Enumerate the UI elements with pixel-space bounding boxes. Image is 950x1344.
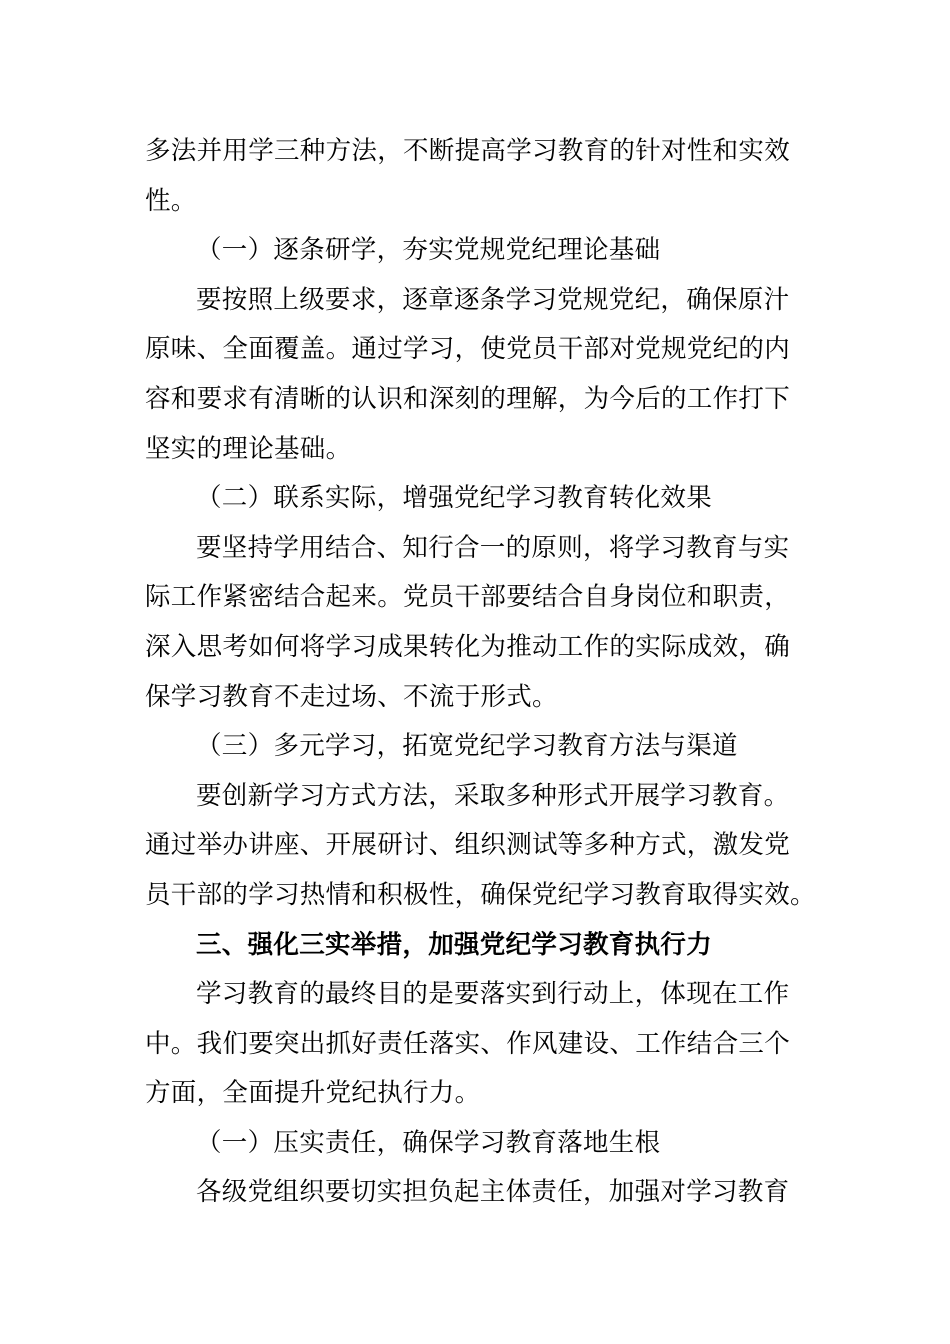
text-line: 性。 bbox=[145, 185, 197, 216]
text-line: 各级党组织要切实担负起主体责任，加强对学习教育 bbox=[196, 1177, 790, 1208]
text-line: 深入思考如何将学习成果转化为推动工作的实际成效，确 bbox=[145, 631, 791, 662]
text-line: 要坚持学用结合、知行合一的原则，将学习教育与实 bbox=[196, 532, 790, 563]
paragraph bbox=[145, 276, 810, 474]
document-body bbox=[145, 127, 816, 1218]
text-line: 员干部的学习热情和积极性，确保党纪学习教育取得实效。 bbox=[145, 879, 816, 910]
text-line: 学习教育的最终目的是要落实到行动上，体现在工作 bbox=[196, 979, 790, 1010]
text-line: 原味、全面覆盖。通过学习，使党员干部对党规党纪的内 bbox=[145, 334, 791, 365]
text-line: 中。我们要突出抓好责任落实、作风建设、工作结合三个 bbox=[145, 1028, 791, 1059]
text-line: 通过举办讲座、开展研讨、组织测试等多种方式，激发党 bbox=[145, 830, 791, 861]
subsection-heading: （一）压实责任，确保学习教育落地生根 bbox=[196, 1127, 661, 1158]
paragraph bbox=[145, 772, 816, 921]
subsection-heading: （三）多元学习，拓宽党纪学习教育方法与渠道 bbox=[196, 731, 738, 762]
paragraph bbox=[145, 970, 810, 1119]
paragraph bbox=[145, 524, 810, 722]
text-line: 际工作紧密结合起来。党员干部要结合自身岗位和职责， bbox=[145, 582, 791, 613]
subsection-heading: （二）联系实际，增强党纪学习教育转化效果 bbox=[196, 483, 713, 514]
text-line: 要创新学习方式方法，采取多种形式开展学习教育。 bbox=[196, 780, 790, 811]
paragraph-continued bbox=[145, 127, 810, 226]
section-heading: 三、强化三实举措，加强党纪学习教育执行力 bbox=[196, 929, 713, 960]
text-line: 容和要求有清晰的认识和深刻的理解，为今后的工作打下 bbox=[145, 383, 791, 414]
text-line: 保学习教育不走过场、不流于形式。 bbox=[145, 681, 558, 712]
text-line: 要按照上级要求，逐章逐条学习党规党纪，确保原汁 bbox=[196, 284, 790, 315]
text-line: 坚实的理论基础。 bbox=[145, 433, 352, 464]
text-line: 多法并用学三种方法，不断提高学习教育的针对性和实效 bbox=[145, 136, 791, 166]
text-line: 方面，全面提升党纪执行力。 bbox=[145, 1078, 481, 1109]
subsection-heading: （一）逐条研学，夯实党规党纪理论基础 bbox=[196, 235, 661, 266]
paragraph bbox=[145, 1168, 810, 1218]
